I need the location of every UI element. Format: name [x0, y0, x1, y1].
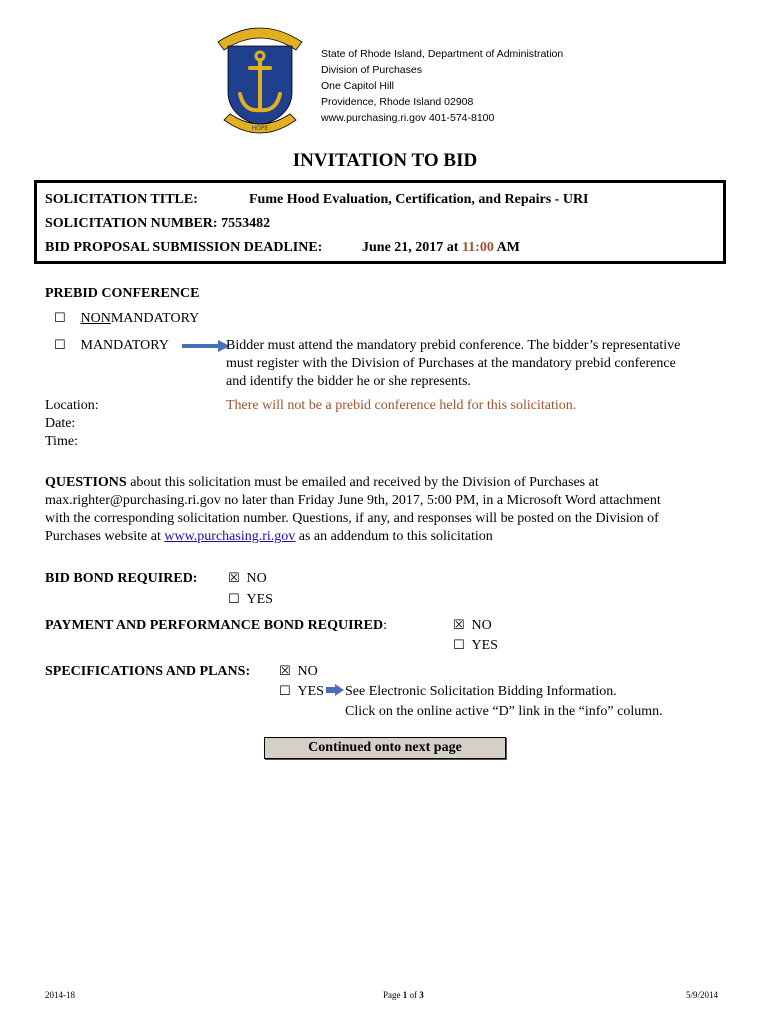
bid-bond-no-checkbox[interactable]: ☒ [228, 571, 240, 586]
specs-info-2: Click on the online active “D” link in the “info” column. [345, 704, 663, 719]
mandatory-text-2: must register with the Division of Purchases at the mandatory prebid conference [226, 356, 676, 371]
address-line-city: Providence, Rhode Island 02908 [321, 96, 474, 108]
payment-bond-colon: : [383, 618, 387, 633]
payment-bond-yes-label: YES [471, 638, 498, 653]
footer-doc-number: 2014-18 [45, 990, 75, 1000]
address-line-agency: State of Rhode Island, Department of Administration [321, 48, 564, 60]
bid-bond-label: BID BOND REQUIRED: [45, 571, 198, 586]
solicitation-title-label: SOLICITATION TITLE: [45, 192, 198, 207]
arrow-right-icon [326, 684, 344, 696]
solicitation-number-label: SOLICITATION NUMBER: [45, 216, 218, 231]
svg-text:HOPE: HOPE [251, 125, 269, 132]
bid-bond-yes-checkbox[interactable]: ☐ [228, 592, 240, 607]
questions-text-4b: as an addendum to this solicitation [295, 529, 493, 544]
specs-label: SPECIFICATIONS AND PLANS: [45, 664, 251, 679]
footer-page-prefix: Page [383, 990, 403, 1000]
solicitation-number-value: 7553482 [221, 216, 271, 231]
specs-info-1: See Electronic Solicitation Bidding Information. [345, 684, 617, 699]
mandatory-text-1: Bidder must attend the mandatory prebid conference. The bidder’s representative [226, 338, 681, 353]
location-label: Location: [45, 398, 99, 413]
payment-bond-label: PAYMENT AND PERFORMANCE BOND REQUIRED [45, 618, 384, 633]
payment-bond-no-checkbox[interactable]: ☒ [453, 618, 465, 633]
questions-line-3: with the corresponding solicitation number. Questions, if any, and responses will be posted on the Division of [45, 511, 659, 526]
bid-bond-yes-label: YES [246, 592, 273, 607]
payment-bond-yes-option[interactable] [453, 637, 498, 655]
time-label: Time: [45, 434, 78, 449]
nonmandatory-label: MANDATORY [110, 311, 200, 326]
footer-page-number [383, 990, 424, 1000]
questions-line-2: max.righter@purchasing.ri.gov no later than Friday June 9th, 2017, 5:00 PM, in a Microsoft Word attachment [45, 493, 661, 508]
specs-no-option[interactable] [279, 663, 318, 681]
questions-line-1 [45, 474, 599, 492]
solicitation-title-value: Fume Hood Evaluation, Certification, and Repairs - URI [249, 192, 589, 207]
specs-yes-checkbox[interactable]: ☐ [279, 684, 291, 699]
bid-bond-no-label: NO [246, 571, 267, 586]
deadline-date: June 21, 2017 at [362, 240, 462, 255]
solicitation-number-row [45, 216, 270, 232]
payment-bond-no-option[interactable] [453, 617, 492, 635]
payment-bond-row [45, 617, 387, 635]
bid-bond-no-option[interactable] [228, 570, 267, 588]
footer-date: 5/9/2014 [686, 990, 719, 1000]
nonmandatory-option[interactable] [54, 310, 199, 328]
address-line-street: One Capitol Hill [321, 80, 394, 92]
specs-no-label: NO [297, 664, 318, 679]
deadline-time: 11:00 [461, 240, 494, 255]
specs-no-checkbox[interactable]: ☒ [279, 664, 291, 679]
mandatory-option[interactable] [54, 337, 169, 355]
purchasing-website-link[interactable]: www.purchasing.ri.gov [164, 529, 296, 544]
prebid-notice: There will not be a prebid conference held for this solicitation. [226, 398, 577, 413]
rhode-island-seal-logo [210, 20, 310, 138]
footer-page-of: of [407, 990, 420, 1000]
footer-page-total: 3 [419, 990, 424, 1000]
deadline-label: BID PROPOSAL SUBMISSION DEADLINE: [45, 240, 323, 255]
questions-text-4a: Purchases website at [45, 529, 165, 544]
specs-yes-option[interactable] [279, 683, 324, 701]
arrow-right-icon [182, 340, 230, 352]
date-label: Date: [45, 416, 76, 431]
prebid-heading: PREBID CONFERENCE [45, 286, 200, 301]
specs-yes-label: YES [297, 684, 324, 699]
questions-line-4 [45, 528, 493, 546]
continued-banner: Continued onto next page [264, 737, 506, 759]
nonmandatory-prefix: NON [80, 311, 111, 326]
questions-bold: QUESTIONS [45, 475, 127, 490]
mandatory-text-3: and identify the bidder he or she represents. [226, 374, 471, 389]
deadline-value [362, 240, 520, 256]
deadline-suffix: AM [493, 240, 520, 255]
bid-bond-yes-option[interactable] [228, 591, 273, 609]
questions-text-1: about this solicitation must be emailed and received by the Division of Purchases at [126, 475, 599, 490]
payment-bond-no-label: NO [471, 618, 492, 633]
address-line-web-phone: www.purchasing.ri.gov 401-574-8100 [321, 112, 495, 124]
mandatory-checkbox[interactable]: ☐ [54, 338, 66, 353]
mandatory-label: MANDATORY [80, 338, 169, 353]
address-line-division: Division of Purchases [321, 64, 422, 76]
payment-bond-yes-checkbox[interactable]: ☐ [453, 638, 465, 653]
solicitation-box [34, 180, 726, 264]
page-title: INVITATION TO BID [292, 150, 478, 171]
footer-page-current: 1 [402, 990, 408, 1000]
nonmandatory-checkbox[interactable]: ☐ [54, 311, 66, 326]
